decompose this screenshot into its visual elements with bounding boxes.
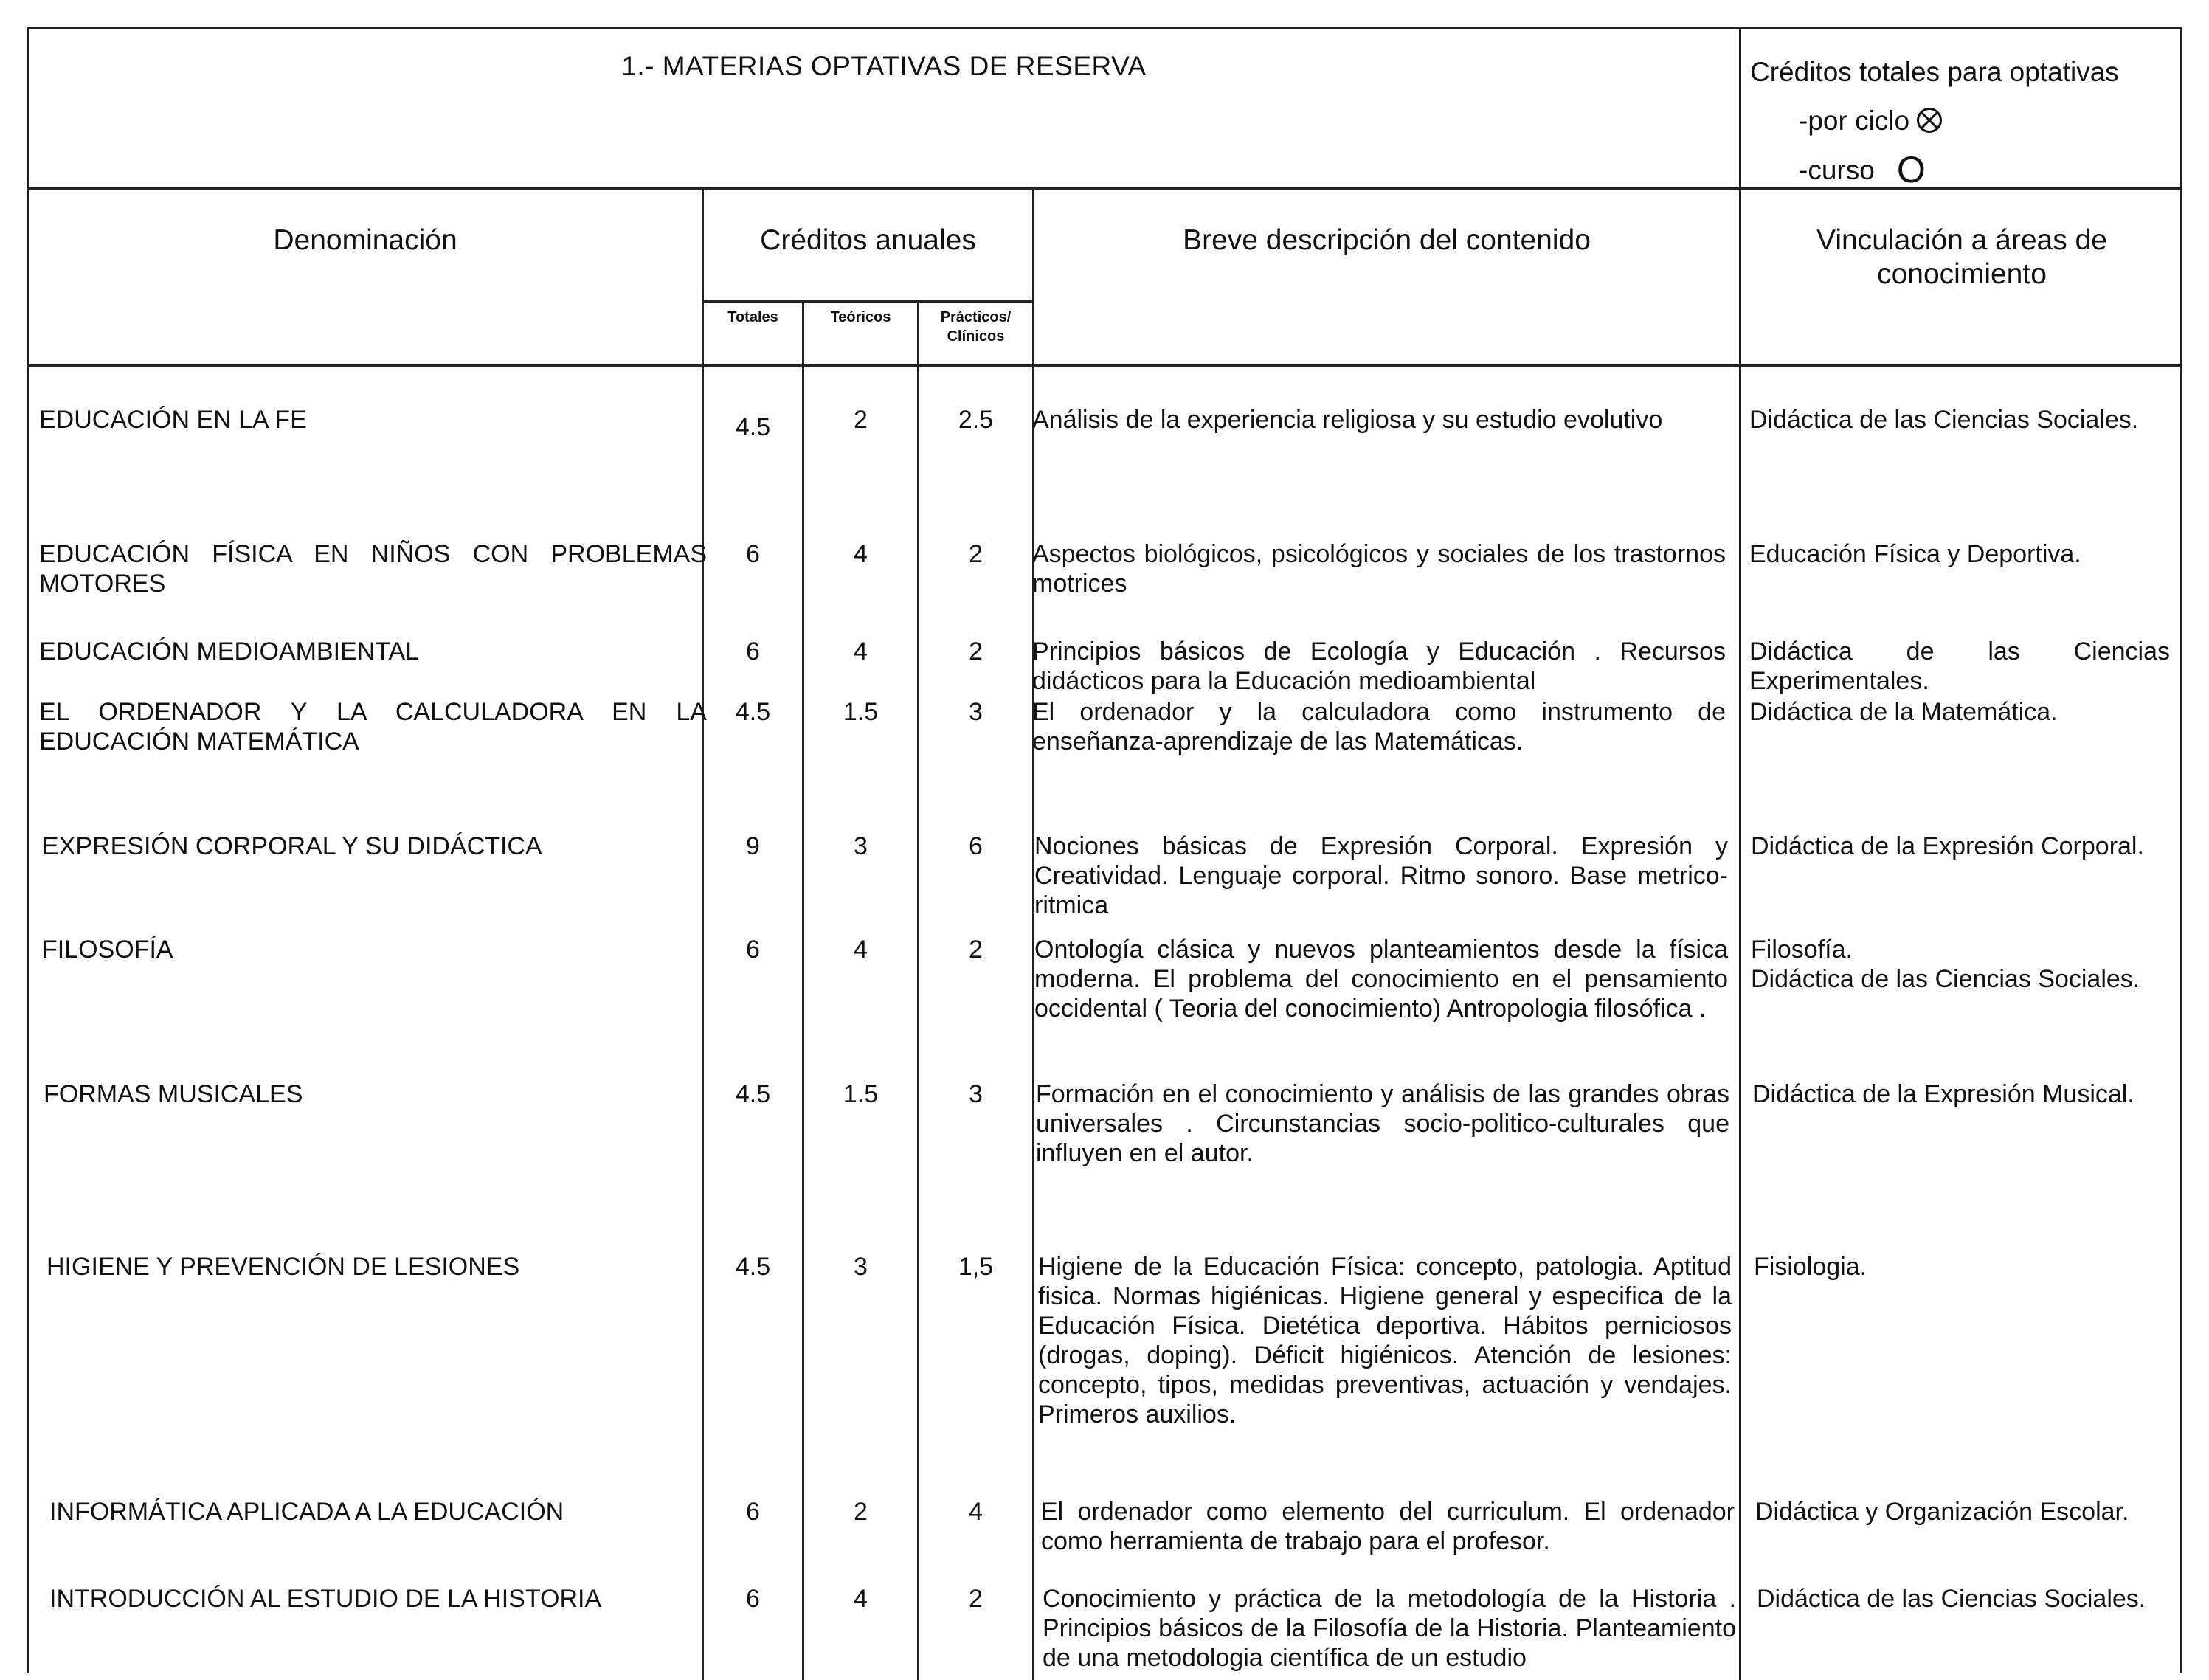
credits-total: 4.5 <box>735 698 771 726</box>
col-practicos <box>919 308 1032 346</box>
checked-circle-icon <box>1917 108 1942 133</box>
table-body <box>29 367 2180 1680</box>
col-vinculacion: Vinculación a áreas de conocimiento <box>1816 224 2107 290</box>
credits-theory: 3 <box>854 1253 868 1281</box>
subject-description: El ordenador y la calculadora como instrumento de enseñanza-aprendizaje de las Matemáticas. <box>1032 698 1726 756</box>
credits-theory: 2 <box>854 406 868 434</box>
column-headings <box>29 190 2180 367</box>
subject-description: Formación en el conocimiento y análisis de las grandes obras universales . Circunstancias socio-politico-culturales que influyen en el autor. <box>1036 1080 1729 1167</box>
credits-theory: 4 <box>854 936 868 964</box>
credits-practice: 2 <box>969 1585 983 1613</box>
divider <box>1739 367 1741 1680</box>
divider <box>1739 190 1741 364</box>
col-teoricos: Teóricos <box>830 309 891 325</box>
subject-description: Nociones básicas de Expresión Corporal. Expresión y Creatividad. Lenguaje corporal. Ritmo sonoro. Base metrico-ritmica <box>1034 832 1728 919</box>
credits-theory: 4 <box>854 637 868 666</box>
per-cycle-label: -por ciclo <box>1799 106 1910 136</box>
credits-practice: 3 <box>969 1080 983 1108</box>
subject-name: FILOSOFÍA <box>42 936 173 964</box>
col-denominacion: Denominación <box>273 224 457 256</box>
subject-description: Análisis de la experiencia religiosa y su estudio evolutivo <box>1032 406 1663 434</box>
credits-total: 6 <box>746 1585 760 1613</box>
knowledge-area: Didáctica de las Ciencias Experimentales. <box>1749 637 2170 695</box>
subject-name: EDUCACIÓN FÍSICA EN NIÑOS CON PROBLEMAS MOTORES <box>39 540 707 598</box>
subject-name: EDUCACIÓN EN LA FE <box>39 406 307 434</box>
subject-description: Principios básicos de Ecología y Educación . Recursos didácticos para la Educación medioambiental <box>1032 637 1726 695</box>
credits-theory: 1.5 <box>843 698 879 726</box>
credits-theory: 1.5 <box>843 1080 879 1108</box>
credits-practice: 2.5 <box>958 406 994 434</box>
credits-theory: 2 <box>854 1498 868 1526</box>
divider <box>702 300 1032 303</box>
knowledge-area-1: Filosofía. <box>1751 936 1853 964</box>
credits-theory: 3 <box>854 832 868 860</box>
col-totales: Totales <box>727 309 778 325</box>
subject-description: Higiene de la Educación Física: concepto, patologia. Aptitud fisica. Normas higiénicas. Higiene general y especifica de la Educación Física. Dietética deportiva. Hábitos perniciosos (drogas, doping). Déficit higiénicos. Atención de lesiones: concepto, tipos, medidas preventivas, actuación y vendajes. Primeros auxilios. <box>1038 1253 1732 1428</box>
subject-name: FORMAS MUSICALES <box>44 1080 303 1108</box>
credits-practice: 2 <box>969 637 983 666</box>
knowledge-area: Fisiologia. <box>1754 1253 1867 1281</box>
subject-name: EXPRESIÓN CORPORAL Y SU DIDÁCTICA <box>42 832 542 860</box>
col-descripcion: Breve descripción del contenido <box>1183 224 1591 256</box>
credits-practice: 6 <box>969 832 983 860</box>
credits-theory: 4 <box>854 1585 868 1613</box>
credits-total: 4.5 <box>735 1253 771 1281</box>
subject-name: EL ORDENADOR Y LA CALCULADORA EN LA EDUCACIÓN MATEMÁTICA <box>39 698 707 756</box>
subject-description: Ontología clásica y nuevos planteamientos desde la física moderna. El problema del conocimiento en el pensamiento occidental ( Teoria del conocimiento) Antropologia filosófica . <box>1034 936 1728 1023</box>
per-cycle-line <box>1750 97 2180 145</box>
credits-label: Créditos totales para optativas <box>1750 57 2119 87</box>
table-header-row <box>29 29 2180 190</box>
subject-name: INFORMÁTICA APLICADA A LA EDUCACIÓN <box>49 1498 564 1526</box>
col-creditos-anuales: Créditos anuales <box>760 224 976 256</box>
document-table <box>27 27 2182 1673</box>
subject-name: INTRODUCCIÓN AL ESTUDIO DE LA HISTORIA <box>49 1585 602 1613</box>
knowledge-area: Didáctica de la Matemática. <box>1749 698 2058 726</box>
credits-practice: 3 <box>969 698 983 726</box>
credits-practice: 4 <box>969 1498 983 1526</box>
knowledge-area: Didáctica y Organización Escolar. <box>1755 1498 2129 1526</box>
col-practicos-line1: Prácticos/ <box>940 309 1012 325</box>
credits-practice: 2 <box>969 540 983 568</box>
divider <box>702 190 704 364</box>
knowledge-area: Didáctica de las Ciencias Sociales. <box>1757 1585 2146 1613</box>
subject-description: El ordenador como elemento del curriculum. El ordenador como herramienta de trabajo para el profesor. <box>1041 1498 1735 1555</box>
divider <box>1032 190 1034 364</box>
optional-credits-box <box>1739 29 2180 190</box>
subject-description: Aspectos biológicos, psicológicos y sociales de los trastornos motrices <box>1032 540 1726 598</box>
per-course-label: -curso <box>1799 155 1875 185</box>
credits-practice: 2 <box>969 936 983 964</box>
knowledge-area: Didáctica de las Ciencias Sociales. <box>1749 406 2139 434</box>
knowledge-area: Didáctica de la Expresión Corporal. <box>1751 832 2144 860</box>
col-practicos-line2: Clínicos <box>947 328 1005 345</box>
credits-total: 6 <box>746 637 760 666</box>
credits-total: 6 <box>746 540 760 568</box>
credits-practice: 1,5 <box>958 1253 994 1281</box>
credits-theory: 4 <box>854 540 868 568</box>
knowledge-area-2: Didáctica de las Ciencias Sociales. <box>1751 965 2140 993</box>
credits-total: 4.5 <box>735 413 771 441</box>
credits-total: 9 <box>746 832 760 860</box>
subject-name: EDUCACIÓN MEDIOAMBIENTAL <box>39 637 420 666</box>
credits-total: 6 <box>746 936 760 964</box>
per-course-mark: O <box>1896 149 1926 190</box>
credits-total: 6 <box>746 1498 760 1526</box>
knowledge-area: Didáctica de la Expresión Musical. <box>1752 1080 2134 1108</box>
subject-name: HIGIENE Y PREVENCIÓN DE LESIONES <box>46 1253 520 1281</box>
page-title: 1.- MATERIAS OPTATIVAS DE RESERVA <box>621 51 1147 81</box>
subject-description: Conocimiento y práctica de la metodología de la Historia . Principios básicos de la Filosofía de la Historia. Planteamiento de una metodologia científica de un estudio <box>1043 1585 1736 1672</box>
per-course-line <box>1750 145 2180 195</box>
knowledge-area <box>1751 935 2171 994</box>
knowledge-area: Educación Física y Deportiva. <box>1749 540 2081 568</box>
credits-total: 4.5 <box>735 1080 771 1108</box>
